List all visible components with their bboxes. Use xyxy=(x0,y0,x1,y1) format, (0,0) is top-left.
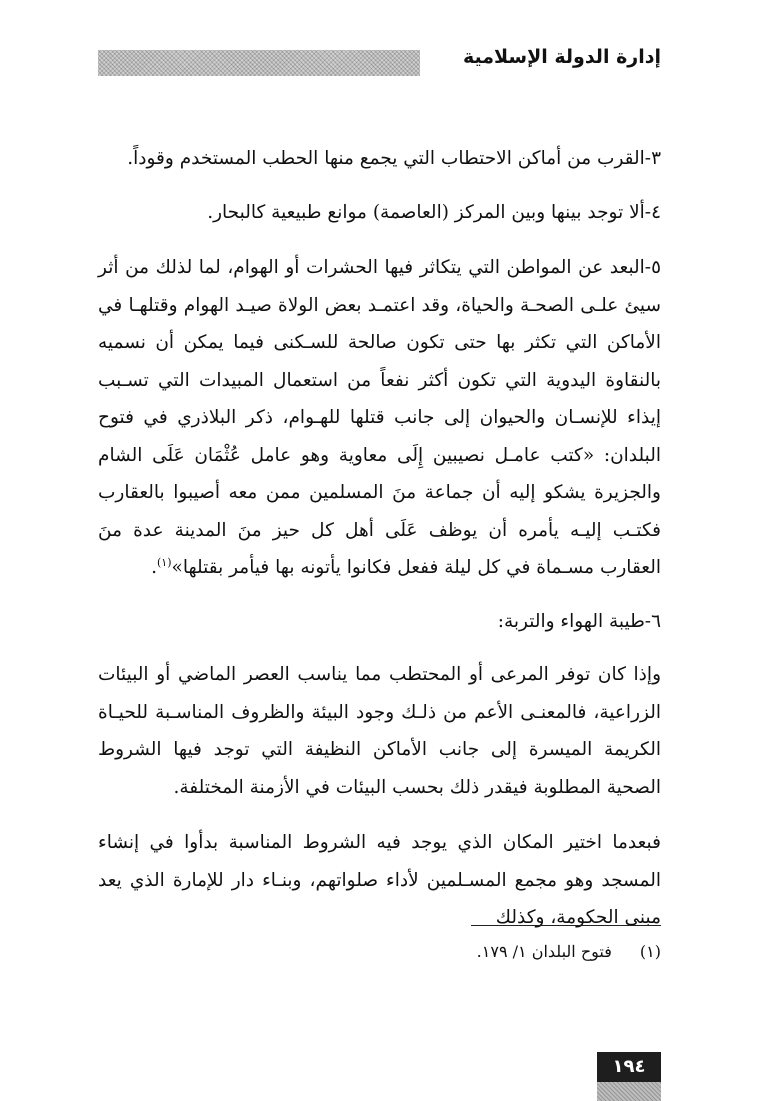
page-number-shade xyxy=(597,1082,661,1101)
running-title: إدارة الدولة الإسلامية xyxy=(462,46,661,68)
paragraph-condition-5-text: ٥-البعد عن المواطن التي يتكاثر فيها الحشرات أو الهوام، لما لذلك من أثر سيئ علـى الصحـة والحياة، وقد اعتمـد بعض الولاة صيـد الهوام وقتلهـا في الأماكن التي تكثر بها حتى تكون صالحة للسـكنى فيما يمكن أن نسميه بالنقاوة اليدوية التي تكون أكثر نفعاً من استعمال المبيدات التي تسـبب إيذاء للإنسـان والحيوان إلى جانب قتلها للهـوام، ذكر البلاذري في فتوح البلدان: «كتب عامـل نصيبين إِلَى معاوية وهو عامل عُثْمَان عَلَى الشام والجزيرة يشكو إليه أن جماعة منَ المسلمين ممن معه أصيبوا بالعقارب فكتـب إليـه يأمره أن يوظف عَلَى أهل كل حيز منَ المدينة عدة منَ العقارب مسـماة في كل ليلة ففعل فكانوا يأتونه بها فيأمر بقتلها» xyxy=(98,257,661,578)
page-number: ١٩٤ xyxy=(597,1052,661,1092)
footnote-reference: (١) xyxy=(157,555,172,569)
running-header xyxy=(98,40,661,80)
header-decorative-band xyxy=(98,50,420,76)
footnote-number: (١) xyxy=(639,942,661,961)
footnotes-section xyxy=(98,925,661,966)
paragraph-mosque: فبعدما اختير المكان الذي يوجد فيه الشروط المناسبة بدأوا في إنشاء المسجد وهو مجمع المسـلمين لأداء صلواتهم، وبنـاء دار للإمارة الذي يعد مبنى الحكومة، وكذلك xyxy=(98,832,661,928)
paragraph-condition-5 xyxy=(98,249,661,587)
paragraph-condition-6: ٦-طيبة الهواء والتربة: xyxy=(497,610,661,632)
paragraph-condition-4: ٤-ألا توجد بينها وبين المركز (العاصمة) موانع طبيعية كالبحار. xyxy=(207,201,661,223)
paragraph-condition-5-end: . xyxy=(151,557,157,578)
body-text xyxy=(98,140,661,955)
footnote-text: فتوح البلدان ١/ ١٧٩. xyxy=(476,942,612,961)
footnote-item xyxy=(98,938,661,966)
footnote-divider xyxy=(471,925,661,926)
paragraph-condition-3: ٣-القرب من أماكن الاحتطاب التي يجمع منها الحطب المستخدم وقوداً. xyxy=(127,148,661,169)
paragraph-environment: وإذا كان توفر المرعى أو المحتطب مما يناسب العصر الماضي أو البيئات الزراعية، فالمعنـى الأعم من ذلـك وجود البيئة والظروف المناسـبة للحيـاة الكريمة الميسرة إلى جانب الأماكن النظيفة التي توجد فيها الشروط الصحية المطلوبة فيقدر ذلك بحسب البيئات في الأزمنة المختلفة. xyxy=(98,664,661,798)
